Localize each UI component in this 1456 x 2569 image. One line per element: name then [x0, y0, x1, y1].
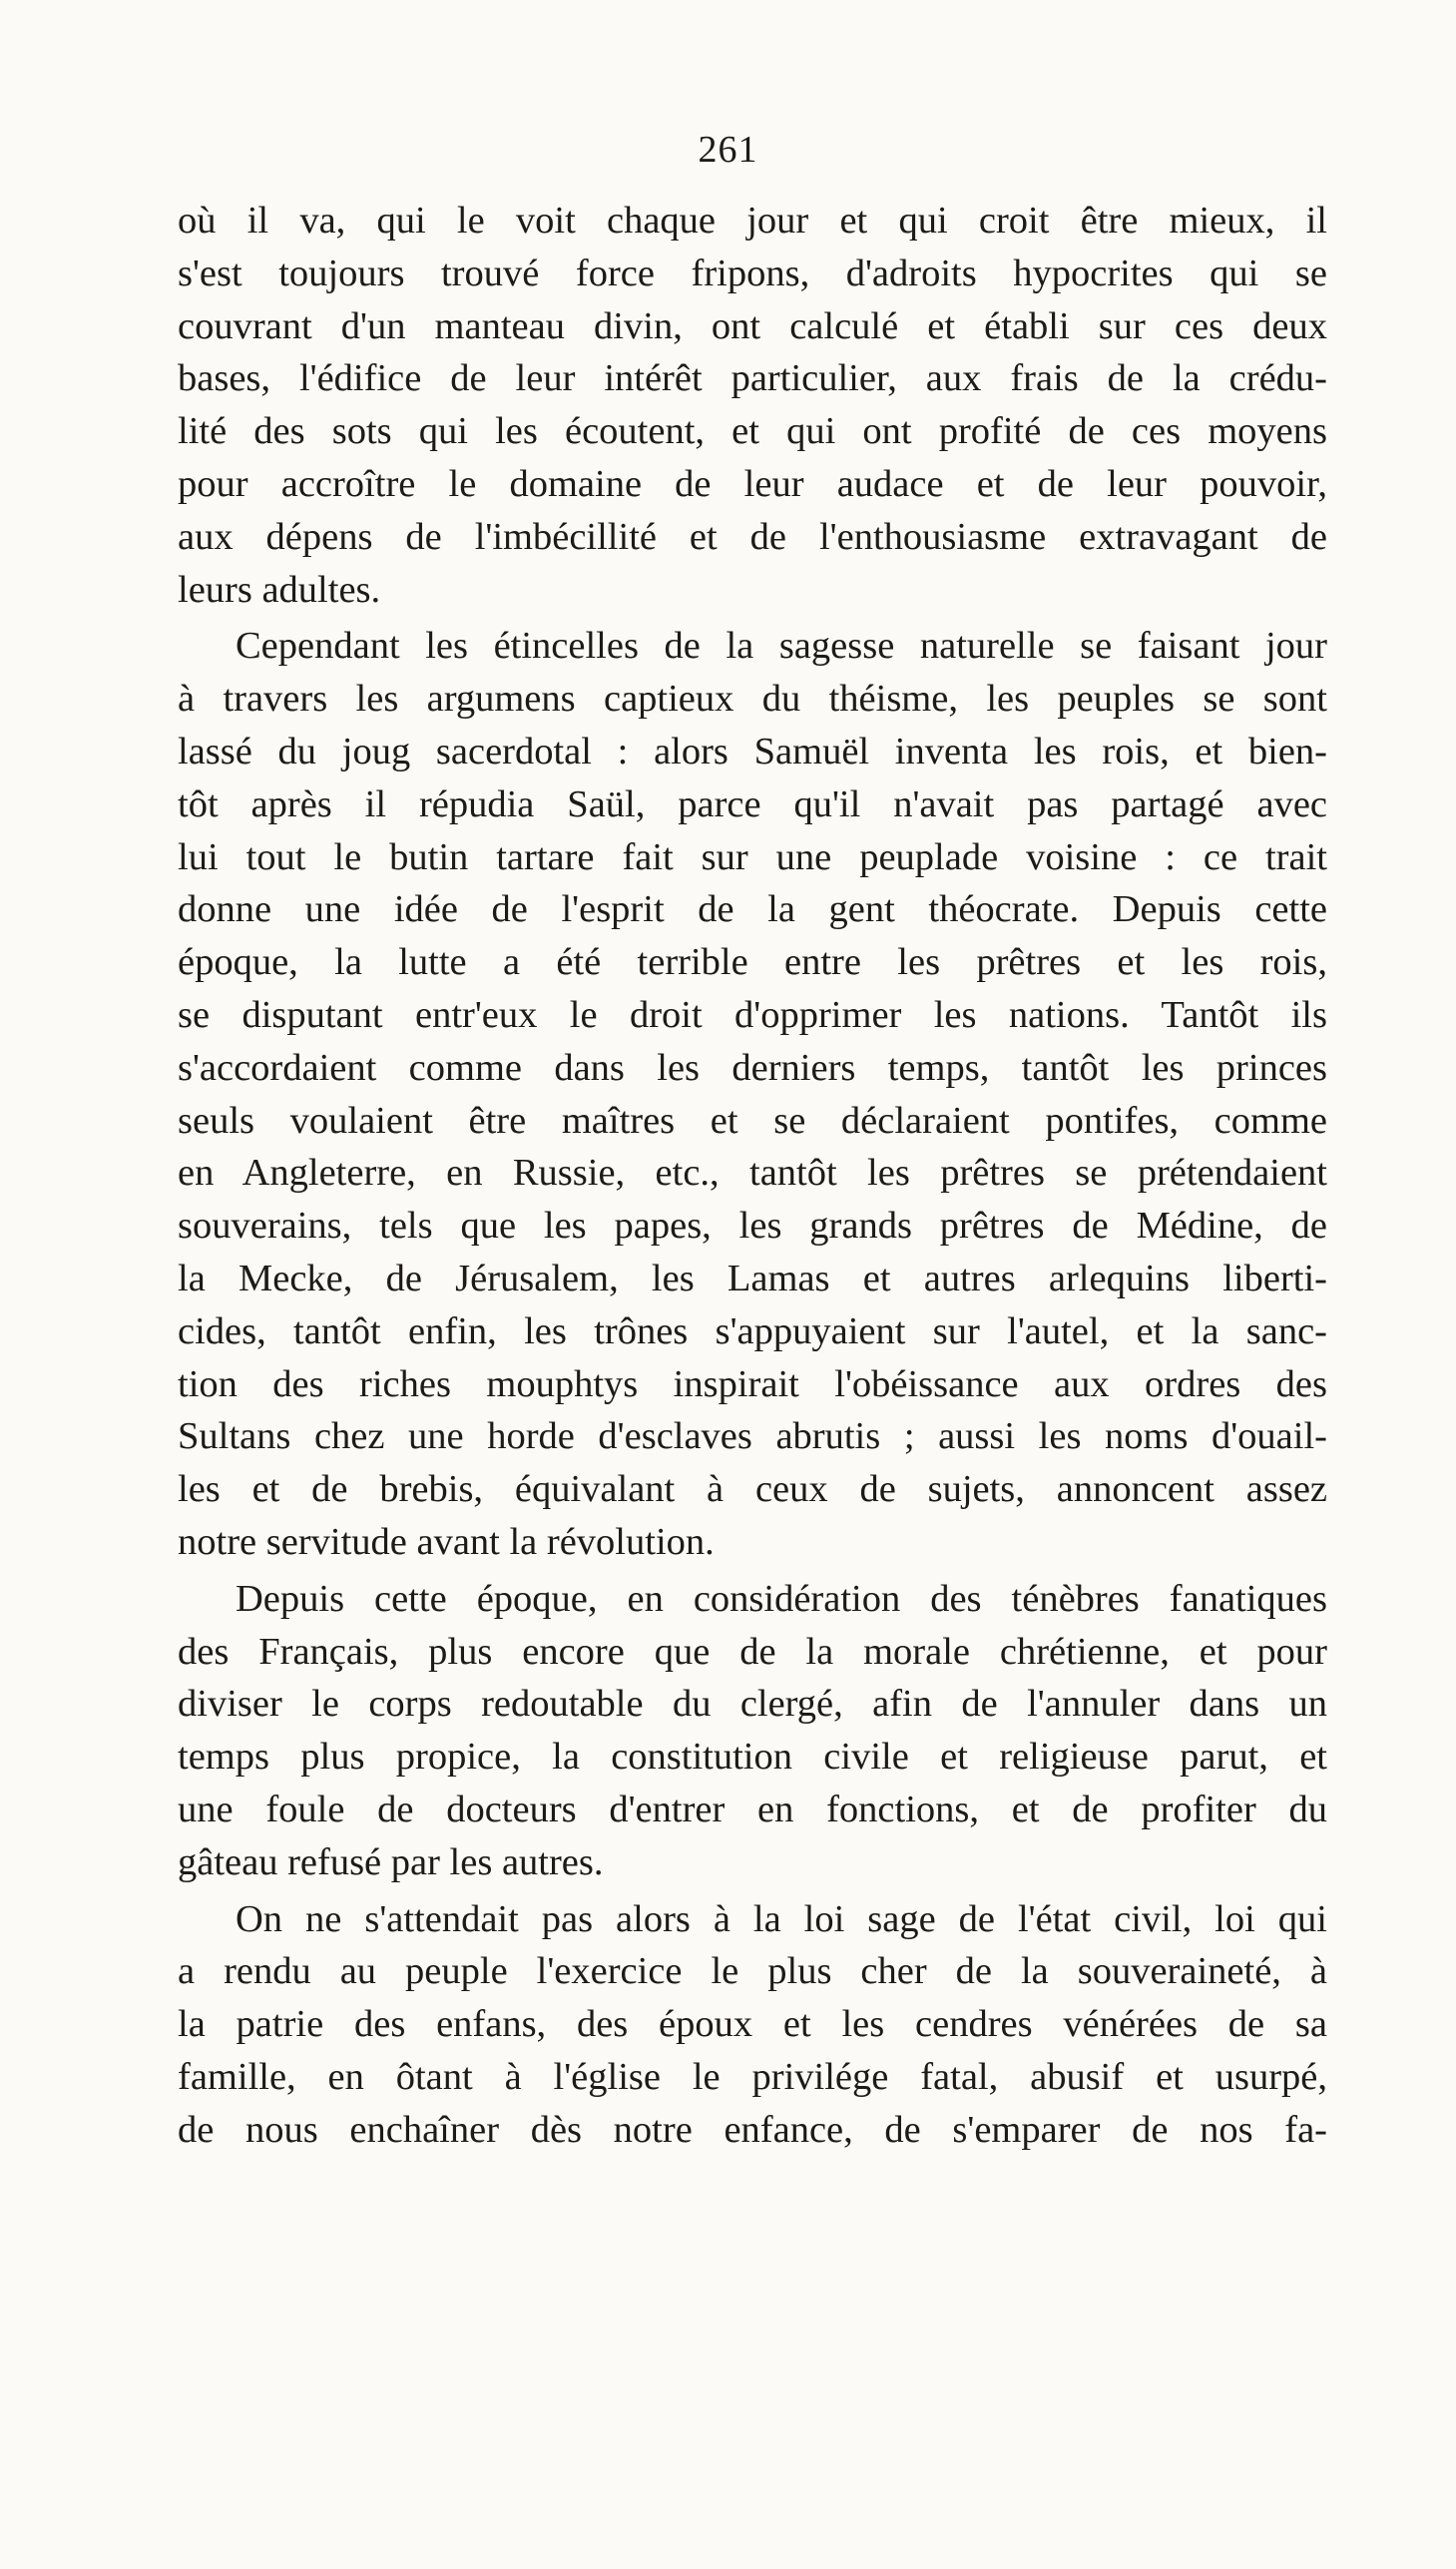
text-line: bases, l'édifice de leur intérêt particulier, aux frais de la crédu- — [178, 357, 1327, 400]
text-line: une foule de docteurs d'entrer en fonctions, et de profiter du — [178, 1788, 1327, 1830]
text-line: lité des sots qui les écoutent, et qui ont profité de ces moyens — [178, 410, 1327, 453]
text-line: lassé du joug sacerdotal : alors Samuël inventa les rois, et bien- — [178, 730, 1327, 772]
page-number: 261 — [698, 129, 758, 171]
text-line: seuls voulaient être maîtres et se déclaraient pontifes, comme — [178, 1099, 1327, 1142]
text-line: de nous enchaîner dès notre enfance, de s'emparer de nos fa- — [178, 2108, 1327, 2151]
text-line: temps plus propice, la constitution civile et religieuse parut, et — [178, 1736, 1327, 1779]
paragraph — [178, 1573, 1327, 1889]
text-line: diviser le corps redoutable du clergé, afin de l'annuler dans un — [178, 1683, 1327, 1726]
text-line: pour accroître le domaine de leur audace et de leur pouvoir, — [178, 462, 1327, 505]
text-line: On ne s'attendait pas alors à la loi sage de l'état civil, loi qui — [236, 1897, 1327, 1940]
text-line: lui tout le butin tartare fait sur une peuplade voisine : ce trait — [178, 835, 1327, 878]
text-line: tôt après il répudia Saül, parce qu'il n'avait pas partagé avec — [178, 782, 1327, 825]
text-line: en Angleterre, en Russie, etc., tantôt les prêtres se prétendaient — [178, 1152, 1327, 1195]
text-line: des Français, plus encore que de la morale chrétienne, et pour — [178, 1630, 1327, 1673]
text-line: époque, la lutte a été terrible entre les prêtres et les rois, — [178, 941, 1327, 984]
text-line: famille, en ôtant à l'église le privilége fatal, abusif et usurpé, — [178, 2055, 1327, 2098]
text-line: couvrant d'un manteau divin, ont calculé et établi sur ces deux — [178, 304, 1327, 347]
text-line: gâteau refusé par les autres. — [178, 1840, 604, 1883]
text-line: s'est toujours trouvé force fripons, d'adroits hypocrites qui se — [178, 252, 1327, 294]
text-line: Depuis cette époque, en considération des ténèbres fanatiques — [236, 1577, 1327, 1620]
text-line: Cependant les étincelles de la sagesse naturelle se faisant jour — [236, 625, 1327, 668]
text-line: la patrie des enfans, des époux et les cendres vénérées de sa — [178, 2003, 1327, 2046]
paragraph — [178, 195, 1327, 616]
text-line: leurs adultes. — [178, 568, 381, 611]
text-line: notre servitude avant la révolution. — [178, 1520, 715, 1563]
text-line: a rendu au peuple l'exercice le plus cher de la souveraineté, à — [178, 1950, 1327, 1993]
text-line: la Mecke, de Jérusalem, les Lamas et autres arlequins liberti- — [178, 1257, 1327, 1299]
text-line: donne une idée de l'esprit de la gent théocrate. Depuis cette — [178, 888, 1327, 931]
text-line: aux dépens de l'imbécillité et de l'enthousiasme extravagant de — [178, 515, 1327, 558]
text-line: tion des riches mouphtys inspirait l'obéissance aux ordres des — [178, 1362, 1327, 1405]
paragraph — [178, 1893, 1327, 2157]
text-line: souverains, tels que les papes, les grands prêtres de Médine, de — [178, 1205, 1327, 1248]
body-text — [178, 195, 1327, 2156]
text-line: les et de brebis, équivalant à ceux de sujets, annoncent assez — [178, 1468, 1327, 1511]
paragraph — [178, 620, 1327, 1568]
text-line: Sultans chez une horde d'esclaves abrutis ; aussi les noms d'ouail- — [178, 1415, 1327, 1458]
text-line: cides, tantôt enfin, les trônes s'appuyaient sur l'autel, et la sanc- — [178, 1309, 1327, 1352]
text-line: se disputant entr'eux le droit d'opprimer les nations. Tantôt ils — [178, 993, 1327, 1036]
text-line: à travers les argumens captieux du théisme, les peuples se sont — [178, 678, 1327, 721]
text-line: s'accordaient comme dans les derniers temps, tantôt les princes — [178, 1046, 1327, 1089]
text-line: où il va, qui le voit chaque jour et qui croit être mieux, il — [178, 200, 1327, 242]
